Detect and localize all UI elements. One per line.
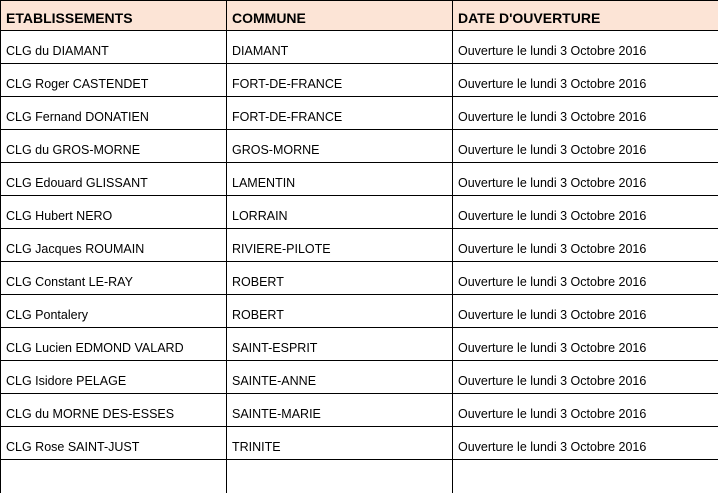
cell-date: Ouverture le lundi 3 Octobre 2016 (453, 31, 718, 64)
table-row (1, 361, 718, 394)
table-row (1, 328, 718, 361)
cell-etablissement: CLG Isidore PELAGE (1, 361, 227, 394)
header-commune: COMMUNE (227, 1, 453, 31)
cell-etablissement: CLG Rose SAINT-JUST (1, 427, 227, 460)
header-row (1, 1, 718, 31)
cell-date: Ouverture le lundi 3 Octobre 2016 (453, 163, 718, 196)
cell-date: Ouverture le lundi 3 Octobre 2016 (453, 295, 718, 328)
cell-etablissement: CLG Edouard GLISSANT (1, 163, 227, 196)
cell-date: Ouverture le lundi 3 Octobre 2016 (453, 361, 718, 394)
table-row (1, 196, 718, 229)
cell-commune: DIAMANT (227, 31, 453, 64)
cell-date: Ouverture le lundi 3 Octobre 2016 (453, 97, 718, 130)
cell-commune: FORT-DE-FRANCE (227, 64, 453, 97)
cell-date: Ouverture le lundi 3 Octobre 2016 (453, 262, 718, 295)
table-row (1, 130, 718, 163)
cell-date: Ouverture le lundi 3 Octobre 2016 (453, 196, 718, 229)
table-row (1, 31, 718, 64)
cell-date: Ouverture le lundi 3 Octobre 2016 (453, 328, 718, 361)
cell-etablissement: CLG Pontalery (1, 295, 227, 328)
cell-date: Ouverture le lundi 3 Octobre 2016 (453, 130, 718, 163)
cell-date: Ouverture le lundi 3 Octobre 2016 (453, 394, 718, 427)
cell-commune: FORT-DE-FRANCE (227, 97, 453, 130)
table-row (1, 97, 718, 130)
cell-date: Ouverture le lundi 3 Octobre 2016 (453, 64, 718, 97)
cell-etablissement (1, 460, 227, 493)
cell-etablissement: CLG Constant LE-RAY (1, 262, 227, 295)
cell-etablissement: CLG du MORNE DES-ESSES (1, 394, 227, 427)
table-row (1, 163, 718, 196)
header-etablissements: ETABLISSEMENTS (1, 1, 227, 31)
cell-commune: LORRAIN (227, 196, 453, 229)
table-row (1, 460, 718, 493)
table-row (1, 262, 718, 295)
table-row (1, 394, 718, 427)
cell-commune: TRINITE (227, 427, 453, 460)
table-row (1, 229, 718, 262)
cell-commune: SAINT-ESPRIT (227, 328, 453, 361)
cell-commune (227, 460, 453, 493)
cell-date: Ouverture le lundi 3 Octobre 2016 (453, 229, 718, 262)
cell-commune: RIVIERE-PILOTE (227, 229, 453, 262)
cell-etablissement: CLG du DIAMANT (1, 31, 227, 64)
cell-commune: SAINTE-MARIE (227, 394, 453, 427)
cell-etablissement: CLG Roger CASTENDET (1, 64, 227, 97)
cell-commune: GROS-MORNE (227, 130, 453, 163)
table-row (1, 427, 718, 460)
table-row (1, 295, 718, 328)
cell-date (453, 460, 718, 493)
cell-etablissement: CLG Jacques ROUMAIN (1, 229, 227, 262)
cell-etablissement: CLG Lucien EDMOND VALARD (1, 328, 227, 361)
cell-commune: ROBERT (227, 295, 453, 328)
cell-etablissement: CLG Fernand DONATIEN (1, 97, 227, 130)
cell-commune: ROBERT (227, 262, 453, 295)
cell-etablissement: CLG du GROS-MORNE (1, 130, 227, 163)
cell-commune: LAMENTIN (227, 163, 453, 196)
cell-date: Ouverture le lundi 3 Octobre 2016 (453, 427, 718, 460)
cell-commune: SAINTE-ANNE (227, 361, 453, 394)
header-date-ouverture: DATE D'OUVERTURE (453, 1, 718, 31)
cell-etablissement: CLG Hubert NERO (1, 196, 227, 229)
table-row (1, 64, 718, 97)
